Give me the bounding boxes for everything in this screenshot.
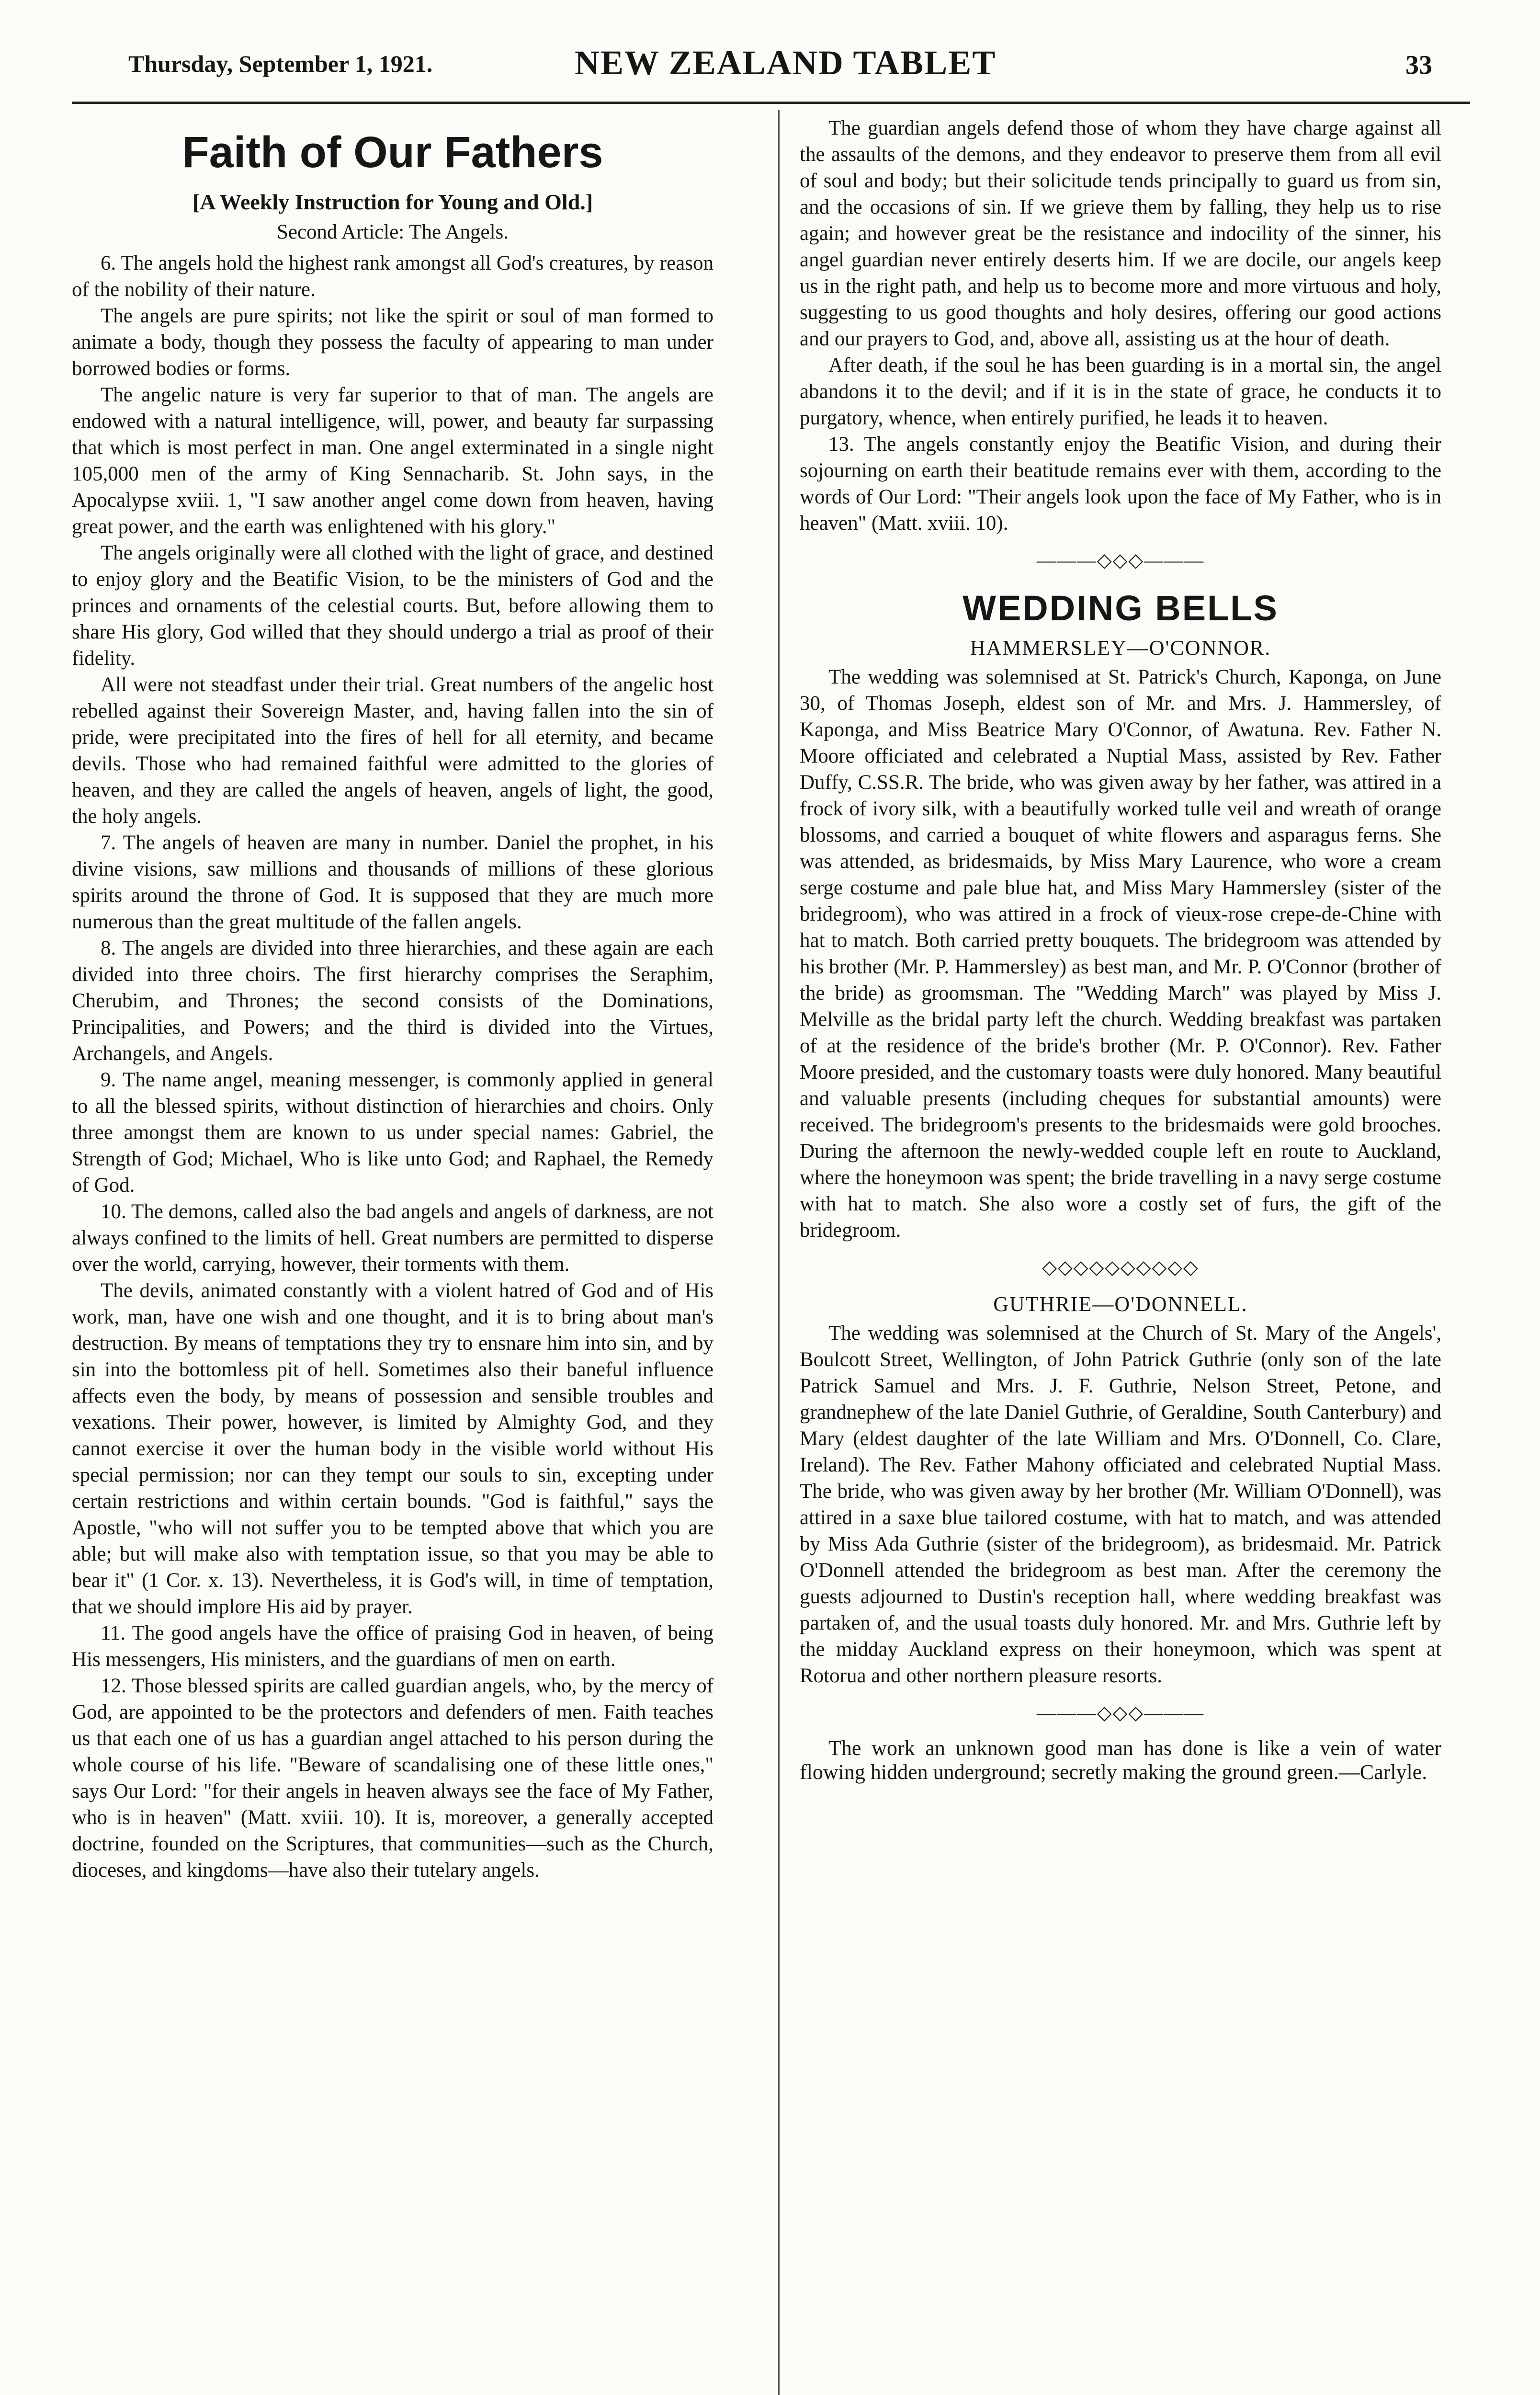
article-paragraph: 8. The angels are divided into three hierarchies, and these again are each divided into three choirs. The first hierarchy comprises the Seraphim, Cherubim, and Thrones; the second consists of the Dominations, Principalities, and Powers; and the third is divided into the Virtues, Archangels, and Angels. [72, 937, 713, 1065]
wedding-separator: ◇◇◇◇◇◇◇◇◇◇ [1042, 1256, 1199, 1278]
article-paragraph: The angels originally were all clothed with the light of grace, and destined to enjoy glory and the Beatific Vision, to be the ministers of God and the princes and ornaments of the celestial courts. But, before allowing them to share His glory, God willed that they should undergo a trial as proof of their fidelity. [72, 542, 713, 670]
article-paragraph: 9. The name angel, meaning messenger, is commonly applied in general to all the blessed spirits, without distinction of hierarchies and choirs. Only three amongst them are known to us under special names: Gabriel, the Strength of God; Michael, Who is like unto God; and Raphael, the Remedy of God. [72, 1069, 713, 1197]
section-separator: ———◇◇◇——— [1036, 549, 1205, 571]
wedding-text: The wedding was solemnised at St. Patrick's Church, Kaponga, on June 30, of Thomas Joseph, eldest son of Mr. and Mrs. J. Hammersley, of Kaponga, and Miss Beatrice Mary O'Connor, of Awatuna. Rev. Father N. Moore officiated and celebrated a Nuptial Mass, assisted by Rev. Father Duffy, C.SS.R. The bride, who was given away by her father, was attired in a frock of ivory silk, with a beautifully worked tulle veil and wreath of orange blossoms, and carried a bouquet of white flowers and asparagus ferns. She was attended, as bridesmaids, by Miss Mary Laurence, who wore a cream serge costume and pale blue hat, and Miss Mary Hammersley (sister of the bridegroom), who was attired in a frock of vieux-rose crepe-de-Chine with hat to match. Both carried pretty bouquets. The bridegroom was attended by his brother (Mr. P. Hammersley) as best man, and Mr. P. O'Connor (brother of the bride) as groomsman. The "Wedding March" was played by Miss J. Melville as the bridal party left the church. Wedding breakfast was partaken of at the residence of the bride's brother (Mr. P. O'Connor). Rev. Father Moore presided, and the customary toasts were duly honored. Many beautiful and valuable presents (including cheques for substantial amounts) were received. The bridegroom's presents to the bridesmaids were gold brooches. During the afternoon the newly-wedded couple left en route to Auckland, where the honeymoon was spent; the bride travelling in a navy serge costume with hat to match. She also wore a costly set of furs, the gift of the bridegroom. [800, 666, 1441, 1242]
wedding-heading: GUTHRIE—O'DONNELL. [993, 1292, 1248, 1316]
article-paragraph: 11. The good angels have the office of praising God in heaven, of being His messengers, His ministers, and the guardians of men on earth. [72, 1622, 713, 1671]
article-paragraph: 7. The angels of heaven are many in number. Daniel the prophet, in his divine visions, saw millions and thousands of millions of these glorious spirits around the throne of God. It is supposed that they are much more numerous than the great multitude of the fallen angels. [72, 832, 713, 933]
article-paragraph: The guardian angels defend those of whom they have charge against all the assaults of the demons, and they endeavor to preserve them from all evil of soul and body; but their solicitude tends principally to guard us from sin, and the occasions of sin. If we grieve them by falling, they help us to rise again; and however great be the resistance and indocility of the sinner, his angel guardian never entirely deserts him. If we are docile, our angels keep us in the right path, and help us to become more and more virtuous and holy, suggesting to us good thoughts and holy desires, offering our good actions and our prayers to God, and, above all, assisting us at the hour of death. [800, 117, 1441, 350]
issue-date: Thursday, September 1, 1921. [128, 50, 433, 77]
publication-title: NEW ZEALAND TABLET [575, 44, 996, 82]
wedding-text: The wedding was solemnised at the Church of St. Mary of the Angels', Boulcott Street, Wellington, of John Patrick Guthrie (only son of the late Patrick Samuel and Mrs. J. F. Guthrie, Nelson Street, Petone, and grandnephew of the late Daniel Guthrie, of Geraldine, South Canterbury) and Mary (eldest daughter of the late William and Mrs. O'Donnell, Co. Clare, Ireland). The Rev. Father Mahony officiated and celebrated Nuptial Mass. The bride, who was given away by her brother (Mr. William O'Donnell), was attired in a saxe blue tailored costume, with hat to match, and was attended by Miss Ada Guthrie (sister of the bridegroom), as bridesmaid. Mr. Patrick O'Donnell attended the bridegroom as best man. After the ceremony the guests adjourned to Dustin's reception hall, where wedding breakfast was partaken of, and the usual toasts duly honored. Mr. and Mrs. Guthrie left by the midday Auckland express on their honeymoon, which was spent at Rotorua and other northern pleasure resorts. [800, 1322, 1441, 1687]
wedding-bells-title: WEDDING BELLS [962, 588, 1279, 628]
wedding-heading: HAMMERSLEY—O'CONNOR. [970, 636, 1271, 660]
left-column [72, 115, 713, 1883]
right-column [800, 115, 1441, 1784]
header-rule [72, 102, 1470, 104]
carlyle-quote: The work an unknown good man has done is like a vein of water flowing hidden underground; secretly making the ground green.—Carlyle. [800, 1736, 1441, 1784]
article-paragraph: All were not steadfast under their trial. Great numbers of the angelic host rebelled against their Sovereign Master, and, having fallen into the sin of pride, were precipitated into the fires of hell for all eternity, and became devils. Those who had remained faithful were admitted to the glories of heaven, and they are called the angels of heaven, angels of light, the good, the holy angels. [72, 673, 713, 828]
article-paragraph: After death, if the soul he has been guarding is in a mortal sin, the angel abandons it to the devil; and if it is in the state of grace, he conducts it to purgatory, whence, when entirely purified, he leads it to heaven. [800, 354, 1441, 429]
column-divider [778, 110, 780, 2395]
article-paragraph: The devils, animated constantly with a violent hatred of God and of His work, man, have one wish and one thought, and it is to bring about man's destruction. By means of temptations they try to ensnare him into sin, and by sin into the bottomless pit of hell. Sometimes also their baneful influence affects even the body, by means of possession and sensible troubles and vexations. Their power, however, is limited by Almighty God, and they cannot exercise it over the human body in the visible world without His special permission; nor can they tempt our souls to sin, excepting under certain restrictions and within certain bounds. "God is faithful," says the Apostle, "who will not suffer you to be tempted above that which you are able; but will make also with temptation issue, so that you may be able to bear it" (1 Cor. x. 13). Nevertheless, it is God's will, in time of temptation, that we should implore His aid by prayer. [72, 1279, 713, 1618]
page-header [0, 46, 1540, 99]
article-heading: Second Article: The Angels. [276, 221, 509, 243]
section-separator: ———◇◇◇——— [1036, 1702, 1205, 1723]
article-title: Faith of Our Fathers [182, 128, 603, 177]
article-paragraph: The angelic nature is very far superior to that of man. The angels are endowed with a natural intelligence, will, power, and beauty far surpassing that which is most perfect in man. One angel exterminated in a single night 105,000 men of the army of King Sennacharib. St. John says, in the Apocalypse xviii. 1, "I saw another angel come down from heaven, having great power, and the earth was enlightened with his glory." [72, 384, 713, 538]
article-subtitle: [A Weekly Instruction for Young and Old.] [192, 190, 593, 214]
page-number: 33 [1405, 50, 1432, 80]
article-paragraph: 10. The demons, called also the bad angels and angels of darkness, are not always confined to the limits of hell. Great numbers are permitted to disperse over the world, carrying, however, their torments with them. [72, 1200, 713, 1276]
article-paragraph: 6. The angels hold the highest rank amongst all God's creatures, by reason of the nobility of their nature. [72, 252, 713, 301]
article-paragraph: The angels are pure spirits; not like the spirit or soul of man formed to animate a body, though they possess the faculty of appearing to man under borrowed bodies or forms. [72, 305, 713, 380]
article-paragraph: 13. The angels constantly enjoy the Beatific Vision, and during their sojourning on earth their beatitude remains ever with them, according to the words of Our Lord: "Their angels look upon the face of My Father, who is in heaven" (Matt. xviii. 10). [800, 433, 1441, 535]
article-paragraph: 12. Those blessed spirits are called guardian angels, who, by the mercy of God, are appointed to be the protectors and defenders of men. Faith teaches us that each one of us has a guardian angel attached to his person during the whole course of his life. "Beware of scandalising one of these little ones," says Our Lord: "for their angels in heaven always see the face of My Father, who is in heaven" (Matt. xviii. 10). It is, moreover, a generally accepted doctrine, founded on the Scriptures, that communities—such as the Church, dioceses, and kingdoms—have also their tutelary angels. [72, 1675, 713, 1882]
